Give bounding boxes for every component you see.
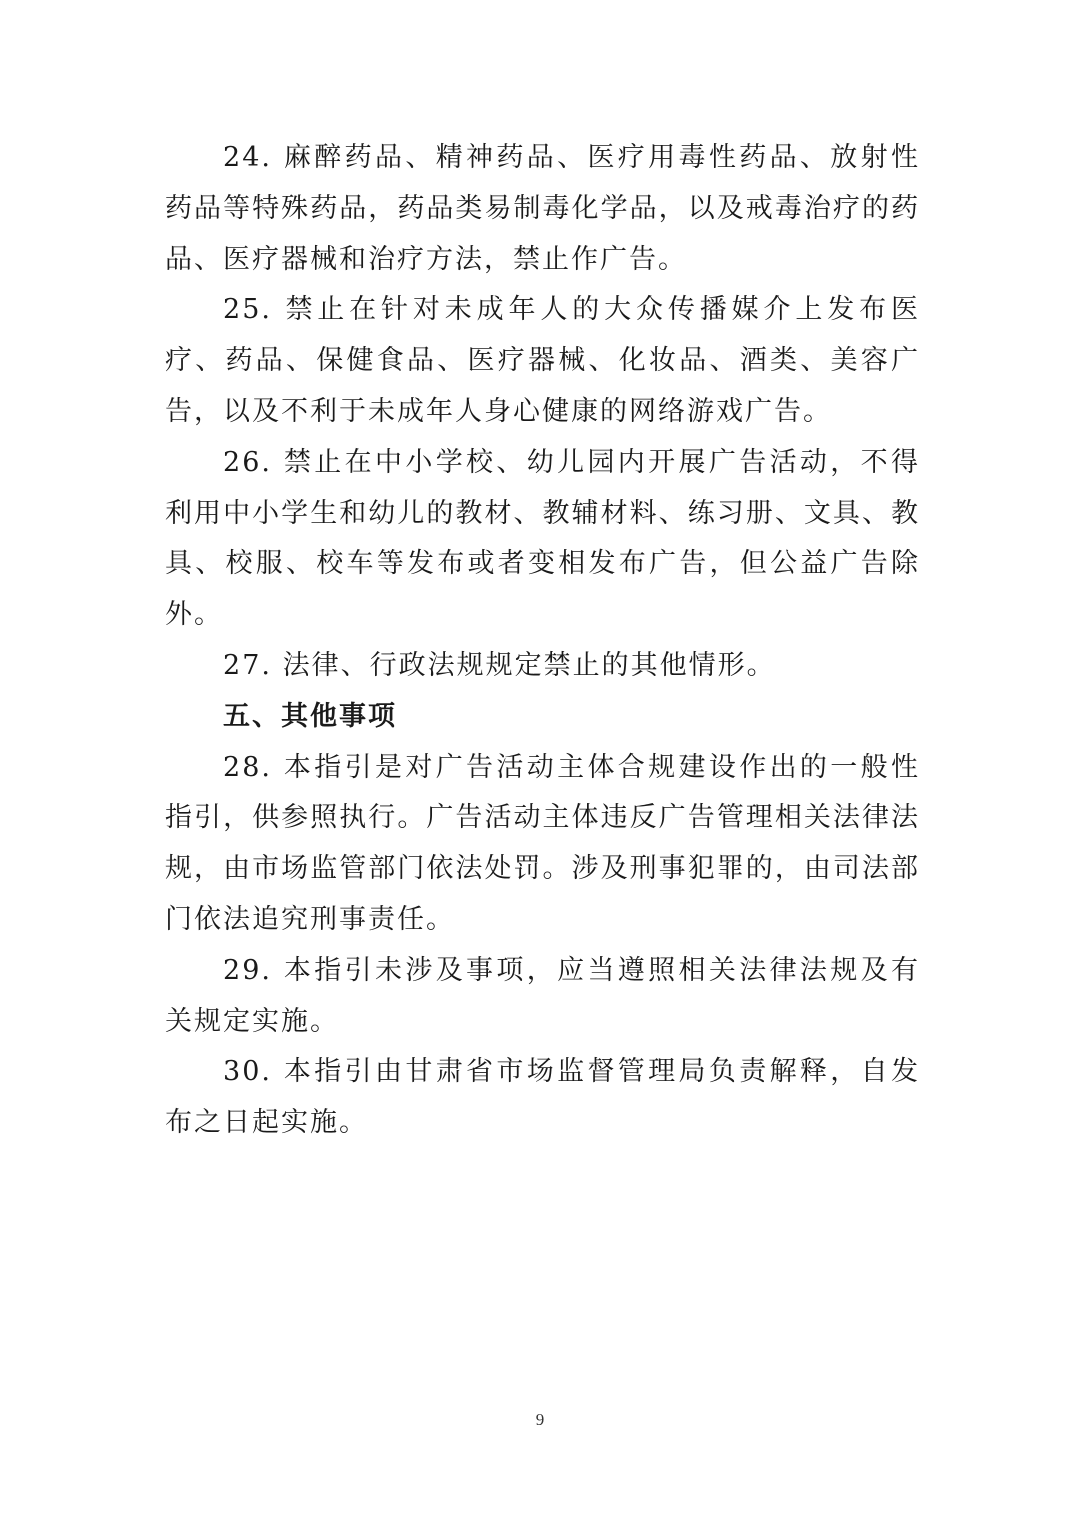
item-27: 27. 法律、行政法规规定禁止的其他情形。: [223, 649, 776, 681]
item-24: 24. 麻醉药品、精神药品、医疗用毒性药品、放射性药品等特殊药品，药品类易制毒化学品，以及戒毒治疗的药品、医疗器械和治疗方法，禁止作广告。: [165, 142, 920, 275]
item-25: 25. 禁止在针对未成年人的大众传播媒介上发布医疗、药品、保健食品、医疗器械、化妆品、酒类、美容广告，以及不利于未成年人身心健康的网络游戏广告。: [165, 294, 920, 427]
item-30: 30. 本指引由甘肃省市场监督管理局负责解释，自发布之日起实施。: [165, 1056, 920, 1139]
section-heading-other-matters: 五、其他事项: [223, 700, 398, 732]
document-body: [165, 133, 920, 1149]
item-29: 29. 本指引未涉及事项，应当遵照相关法律法规及有关规定实施。: [165, 954, 920, 1037]
page-number: 9: [535, 1410, 545, 1429]
item-28: 28. 本指引是对广告活动主体合规建设作出的一般性指引，供参照执行。广告活动主体违反广告管理相关法律法规，由市场监管部门依法处罚。涉及刑事犯罪的，由司法部门依法追究刑事责任。: [165, 751, 920, 935]
item-26: 26. 禁止在中小学校、幼儿园内开展广告活动，不得利用中小学生和幼儿的教材、教辅材料、练习册、文具、教具、校服、校车等发布或者变相发布广告，但公益广告除外。: [165, 446, 920, 631]
